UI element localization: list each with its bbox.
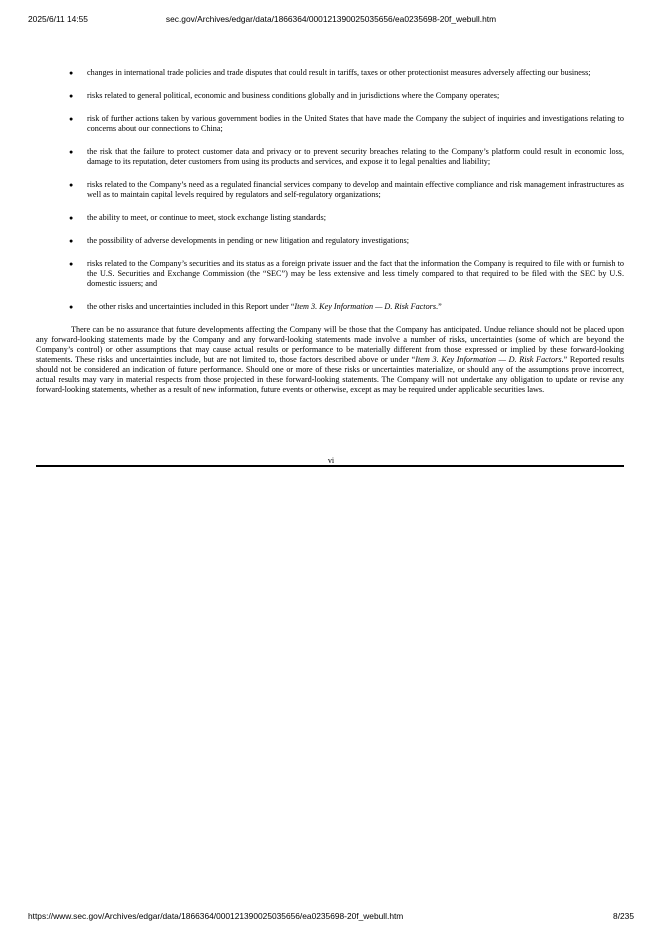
bullet-icon: ●	[69, 260, 74, 268]
list-item-text	[87, 302, 442, 311]
risk-list	[36, 68, 624, 312]
print-footer	[28, 910, 634, 922]
print-footer-url: https://www.sec.gov/Archives/edgar/data/1866364/000121390025035656/ea0235698-20f_webull.htm	[28, 911, 404, 921]
list-item	[36, 114, 624, 134]
bullet-icon: ●	[69, 148, 74, 156]
list-item-text: risks related to the Company’s securities and its status as a foreign private issuer and the fact that the information the Company is required to file with or furnish to the U.S. Securities and Exchange Commission (the “SEC”) may be less extensive and less timely compared to that required to be filed with the SEC by U.S. domestic issuers; and	[87, 259, 624, 288]
list-item-text-before: the other risks and uncertainties included in this Report under “	[87, 302, 295, 311]
bullet-icon: ●	[69, 92, 74, 100]
list-item	[36, 147, 624, 167]
document-body	[36, 68, 624, 395]
paragraph-text-part2: .” Reported results should not be considered an indication of future performance. Should one or more of these risks or uncertainties materialize, or should any of the assumptions prove incorrect, actual results may vary in material respects from those projected in these forward-looking statements. The Company will not undertake any obligation to update or revise any forward-looking statements, whether as a result of new information, future events or otherwise, except as may be required under applicable securities laws.	[36, 355, 624, 394]
bullet-icon: ●	[69, 115, 74, 123]
list-item-text: the risk that the failure to protect customer data and privacy or to prevent security breaches relating to the Company’s platform could result in economic loss, damage to its reputation, deter customers from using its products and services, and expose it to legal penalties and liability;	[87, 147, 624, 166]
print-header-url: sec.gov/Archives/edgar/data/1866364/000121390025035656/ea0235698-20f_webull.htm	[165, 14, 497, 24]
list-item	[36, 180, 624, 200]
list-item	[36, 259, 624, 289]
list-item	[36, 68, 624, 78]
print-page-count: 8/235	[613, 911, 634, 921]
list-item	[36, 213, 624, 223]
list-item	[36, 91, 624, 101]
print-header	[28, 13, 634, 25]
list-item-text-after: .”	[436, 302, 442, 311]
forward-looking-paragraph	[36, 325, 624, 395]
bullet-icon: ●	[69, 181, 74, 189]
bullet-icon: ●	[69, 69, 74, 77]
page-divider	[36, 465, 624, 467]
risk-factors-reference: Item 3. Key Information — D. Risk Factors	[294, 302, 437, 311]
risk-factors-reference: Item 3. Key Information — D. Risk Factors	[415, 355, 562, 364]
page-number: vi	[327, 456, 335, 465]
bullet-icon: ●	[69, 237, 74, 245]
list-item-text: the ability to meet, or continue to meet, stock exchange listing standards;	[87, 213, 326, 222]
bullet-icon: ●	[69, 214, 74, 222]
paragraph-text-part1: There can be no assurance that future developments affecting the Company will be those that the Company has anticipated. Undue reliance should not be placed upon any forward-looking statements made by the Company and any forward-looking statements made involve a number of risks, uncertainties (some of which are beyond the Company’s control) or other assumptions that may cause actual results or performance to be materially different from those expressed or implied by these forward-looking statements. These risks and uncertainties include, but are not limited to, those factors described above or under “	[36, 325, 624, 364]
bullet-icon: ●	[69, 303, 74, 311]
list-item-text: the possibility of adverse developments in pending or new litigation and regulatory investigations;	[87, 236, 409, 245]
list-item-text: risks related to the Company’s need as a regulated financial services company to develop and maintain effective compliance and risk management infrastructures as well as to maintain capital levels required by regulators and self-regulatory organizations;	[87, 180, 624, 199]
list-item	[36, 236, 624, 246]
list-item	[36, 302, 624, 312]
print-datetime: 2025/6/11 14:55	[28, 14, 88, 24]
list-item-text: risk of further actions taken by various government bodies in the United States that have made the Company the subject of inquiries and investigations relating to concerns about our connections to China;	[87, 114, 624, 133]
list-item-text: changes in international trade policies and trade disputes that could result in tariffs, taxes or other protectionist measures adversely affecting our business;	[87, 68, 591, 77]
list-item-text: risks related to general political, economic and business conditions globally and in jurisdictions where the Company operates;	[87, 91, 500, 100]
